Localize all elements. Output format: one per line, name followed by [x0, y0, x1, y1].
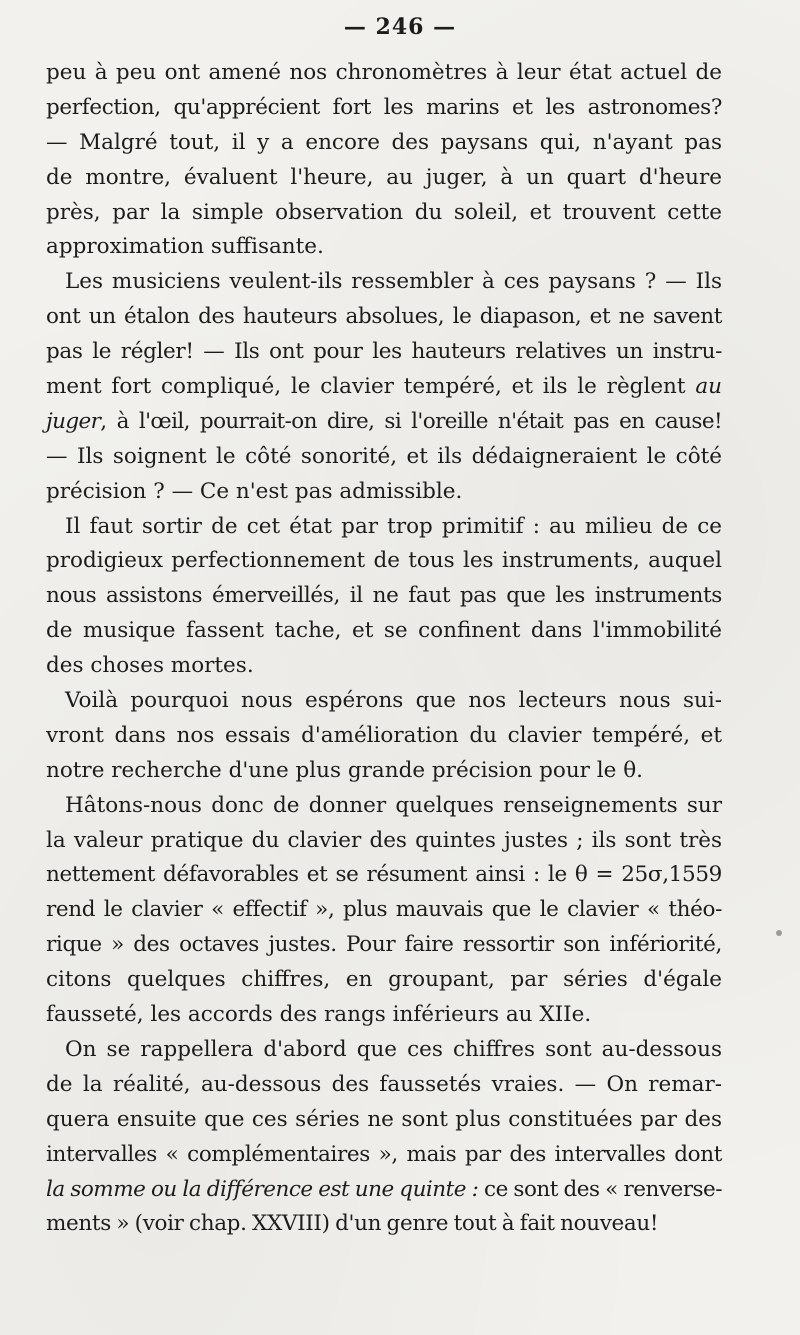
- text-line: perfection, qu'apprécient fort les marins et les astronomes?: [46, 94, 722, 120]
- text-line: ments » (voir chap. XXVIII) d'un genre tout à fait nouveau!: [46, 1211, 659, 1237]
- text-line: nettement défavorables et se résument ainsi : le θ = 25σ,1559: [46, 862, 722, 888]
- text-line: la valeur pratique du clavier des quintes justes ; ils sont très: [46, 827, 722, 853]
- text-line: des choses mortes.: [46, 653, 254, 679]
- text-line: [46, 370, 722, 405]
- text-line: fausseté, les accords des rangs inférieurs au XIIe.: [46, 1002, 592, 1028]
- text-line: On se rappellera d'abord que ces chiffres sont au-dessous: [65, 1036, 722, 1062]
- text-line: nous assistons émerveillés, il ne faut pas que les instruments: [46, 583, 722, 609]
- text-line-part: ment fort compliqué, le clavier tempéré, et ils le règlent: [46, 374, 696, 400]
- page-number: — 246 —: [343, 14, 457, 40]
- text-line: de musique fassent tache, et se confinent dans l'immobilité: [46, 618, 722, 644]
- text-line: vront dans nos essais d'amélioration du clavier tempéré, et: [46, 722, 722, 748]
- text-line: Il faut sortir de cet état par trop primitif : au milieu de ce: [65, 513, 722, 539]
- text-line: ont un étalon des hauteurs absolues, le diapason, et ne savent: [46, 304, 722, 330]
- text-line: près, par la simple observation du soleil, et trouvent cette: [46, 199, 722, 225]
- text-line: [46, 1173, 722, 1208]
- text-line: rend le clavier « effectif », plus mauvais que le clavier « théo-: [46, 897, 722, 923]
- text-line: notre recherche d'une plus grande précision pour le θ.: [46, 757, 644, 783]
- text-line: prodigieux perfectionnement de tous les instruments, auquel: [46, 548, 722, 574]
- text-line: précision ? — Ce n'est pas admissible.: [46, 478, 463, 504]
- page-text: [46, 56, 722, 1242]
- text-line: Hâtons-nous donc de donner quelques renseignements sur: [65, 792, 722, 818]
- text-line: quera ensuite que ces séries ne sont plus constituées par des: [46, 1106, 722, 1132]
- text-line: Voilà pourquoi nous espérons que nos lecteurs nous sui-: [65, 688, 722, 714]
- text-line: pas le régler! — Ils ont pour les hauteurs relatives un instru-: [46, 339, 722, 365]
- text-line: intervalles « complémentaires », mais par des intervalles dont: [46, 1141, 722, 1167]
- text-line-part: , à l'œil, pourrait-on dire, si l'oreille n'était pas en cause!: [100, 408, 722, 434]
- text-line: de la réalité, au-dessous des faussetés vraies. — On remar-: [46, 1071, 722, 1097]
- text-line: [46, 405, 722, 440]
- text-line: peu à peu ont amené nos chronomètres à leur état actuel de: [46, 60, 722, 85]
- text-line: Les musiciens veulent-ils ressembler à ces paysans ? — Ils: [65, 269, 722, 295]
- text-line: approximation suffisante.: [46, 234, 324, 260]
- text-line: de montre, évaluent l'heure, au juger, à un quart d'heure: [46, 164, 722, 190]
- italic-word: juger: [46, 408, 101, 434]
- text-line-part: ce sont des « renverse-: [478, 1176, 722, 1202]
- italic-phrase: la somme ou la différence est une quinte :: [46, 1176, 479, 1202]
- paper-speck: [776, 930, 782, 936]
- text-line: citons quelques chiffres, en groupant, par séries d'égale: [46, 967, 722, 993]
- text-line: rique » des octaves justes. Pour faire ressortir son infériorité,: [46, 932, 722, 958]
- italic-word: au: [695, 374, 722, 400]
- text-line: — Ils soignent le côté sonorité, et ils dédaigneraient le côté: [46, 443, 722, 469]
- text-line: — Malgré tout, il y a encore des paysans qui, n'ayant pas: [46, 129, 722, 155]
